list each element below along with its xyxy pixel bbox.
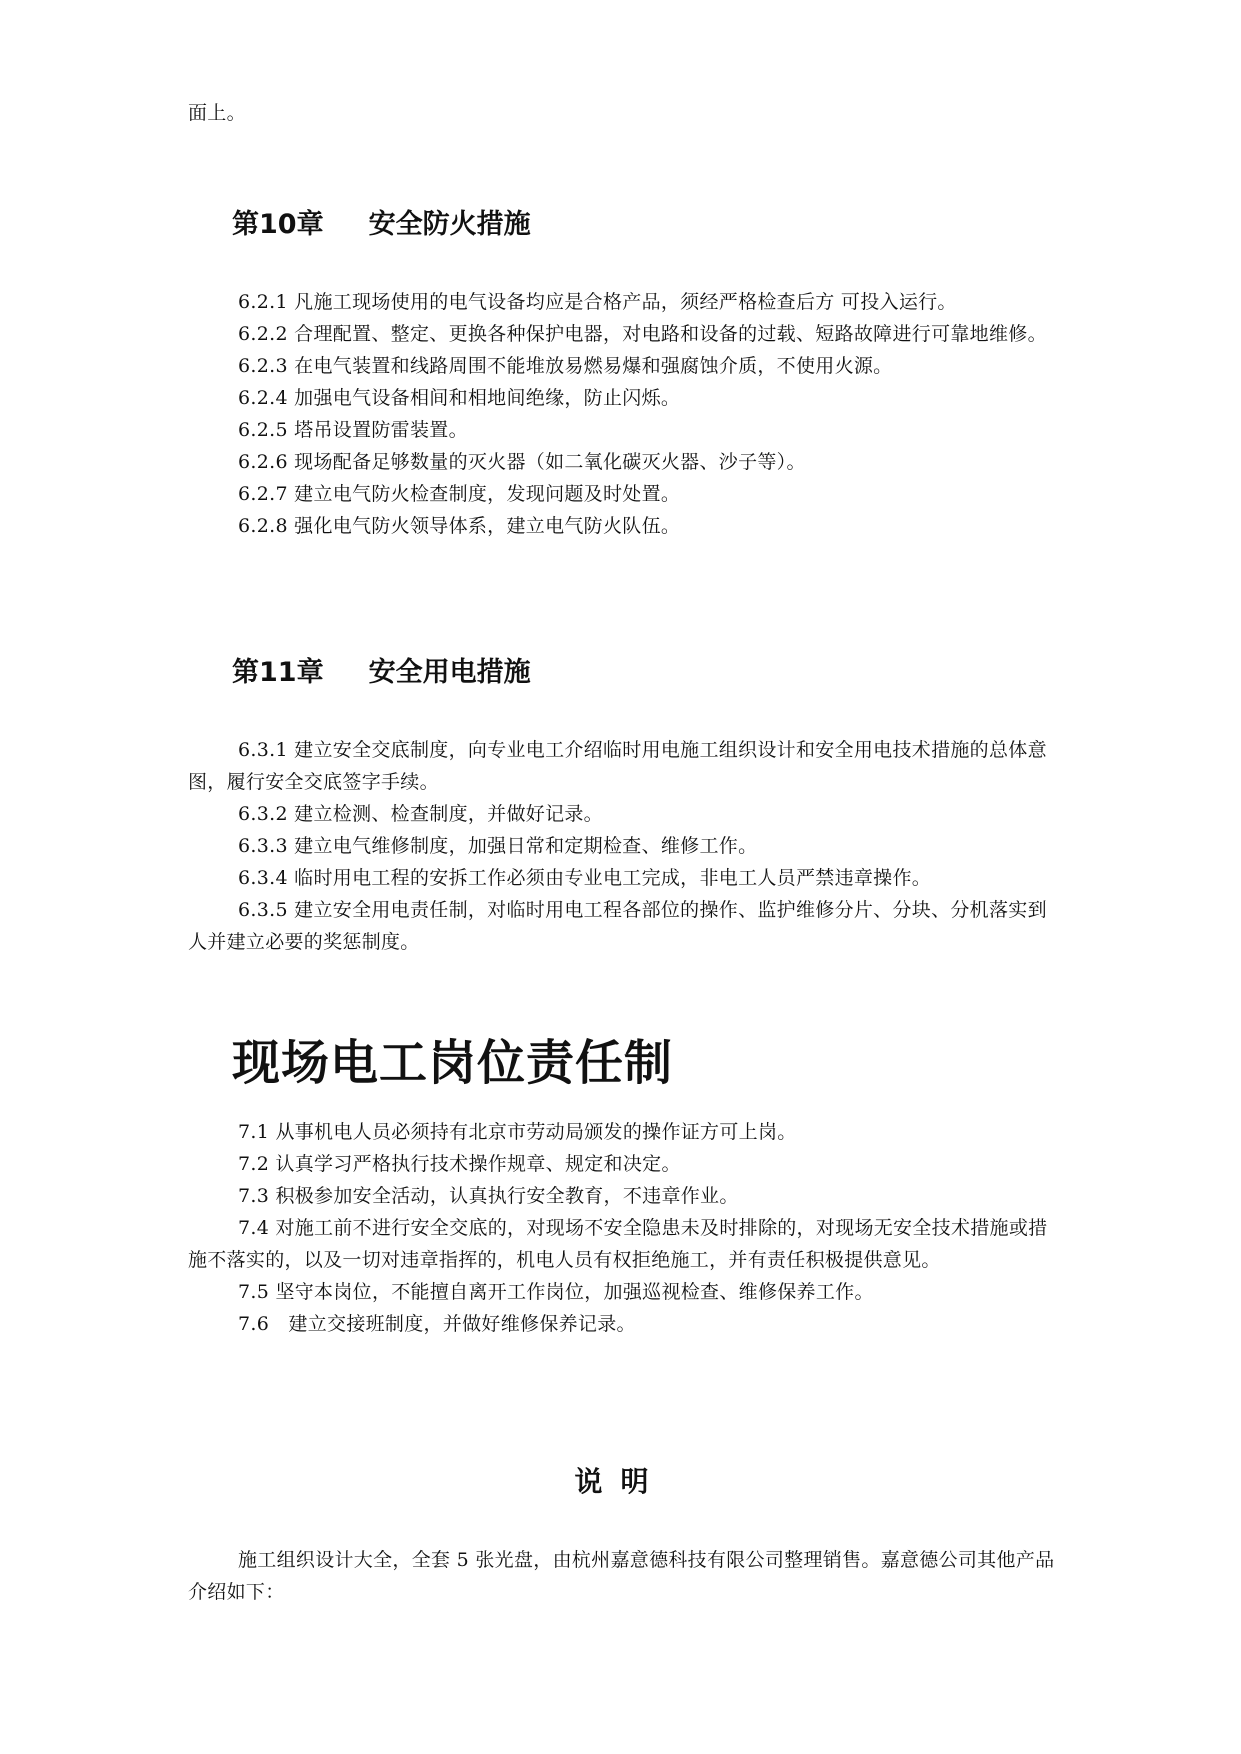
chapter-11-heading xyxy=(232,653,531,693)
list-item: 6.3.1 建立安全交底制度，向专业电工介绍临时用电施工组织设计和安全用电技术措施的总体意图，履行安全交底签字手续。 xyxy=(188,739,1047,793)
chapter-number: 第11章 xyxy=(232,657,324,688)
list-item: 6.2.2 合理配置、整定、更换各种保护电器，对电路和设备的过载、短路故障进行可靠地维修。 xyxy=(238,323,1047,345)
list-item: 6.3.5 建立安全用电责任制，对临时用电工程各部位的操作、监护维修分片、分块、分机落实到人并建立必要的奖惩制度。 xyxy=(188,899,1047,953)
chapter-number: 第10章 xyxy=(232,209,324,240)
list-item: 6.3.4 临时用电工程的安拆工作必须由专业电工完成，非电工人员严禁违章操作。 xyxy=(238,867,932,889)
list-item: 7.5 坚守本岗位，不能擅自离开工作岗位，加强巡视检查、维修保养工作。 xyxy=(238,1281,874,1303)
section-7-body xyxy=(188,1116,1058,1340)
list-item: 6.3.3 建立电气维修制度，加强日常和定期检查、维修工作。 xyxy=(238,835,758,857)
note-paragraph: 施工组织设计大全，全套 5 张光盘，由杭州嘉意德科技有限公司整理销售。嘉意德公司其他产品介绍如下： xyxy=(188,1549,1055,1603)
list-item: 6.2.4 加强电气设备相间和相地间绝缘，防止闪烁。 xyxy=(238,387,681,409)
list-item: 6.2.7 建立电气防火检查制度，发现问题及时处置。 xyxy=(238,483,681,505)
note-title: 说明 xyxy=(574,1465,667,1498)
list-item: 6.3.2 建立检测、检查制度，并做好记录。 xyxy=(238,803,603,825)
section-7-title: 现场电工岗位责任制 xyxy=(232,1035,674,1091)
chapter-title: 安全防火措施 xyxy=(368,209,531,240)
note-body xyxy=(188,1544,1058,1608)
list-item: 7.2 认真学习严格执行技术操作规章、规定和决定。 xyxy=(238,1153,681,1175)
chapter-10-body xyxy=(188,286,1058,542)
list-item: 7.1 从事机电人员必须持有北京市劳动局颁发的操作证方可上岗。 xyxy=(238,1121,797,1143)
list-item: 7.6 建立交接班制度，并做好维修保养记录。 xyxy=(238,1313,636,1335)
top-text xyxy=(188,97,1058,129)
continued-line: 面上。 xyxy=(188,102,246,124)
list-item: 7.4 对施工前不进行安全交底的，对现场不安全隐患未及时排除的，对现场无安全技术措施或措施不落实的，以及一切对违章指挥的，机电人员有权拒绝施工，并有责任积极提供意见。 xyxy=(188,1217,1048,1271)
chapter-10-heading xyxy=(232,205,531,245)
list-item: 6.2.8 强化电气防火领导体系，建立电气防火队伍。 xyxy=(238,515,681,537)
chapter-title: 安全用电措施 xyxy=(368,657,531,688)
list-item: 7.3 积极参加安全活动，认真执行安全教育，不违章作业。 xyxy=(238,1185,739,1207)
chapter-11-body xyxy=(188,734,1058,958)
list-item: 6.2.5 塔吊设置防雷装置。 xyxy=(238,419,468,441)
list-item: 6.2.1 凡施工现场使用的电气设备均应是合格产品，须经严格检查后方 可投入运行。 xyxy=(238,291,957,313)
list-item: 6.2.6 现场配备足够数量的灭火器（如二氧化碳灭火器、沙子等）。 xyxy=(238,451,806,473)
list-item: 6.2.3 在电气装置和线路周围不能堆放易燃易爆和强腐蚀介质，不使用火源。 xyxy=(238,355,893,377)
